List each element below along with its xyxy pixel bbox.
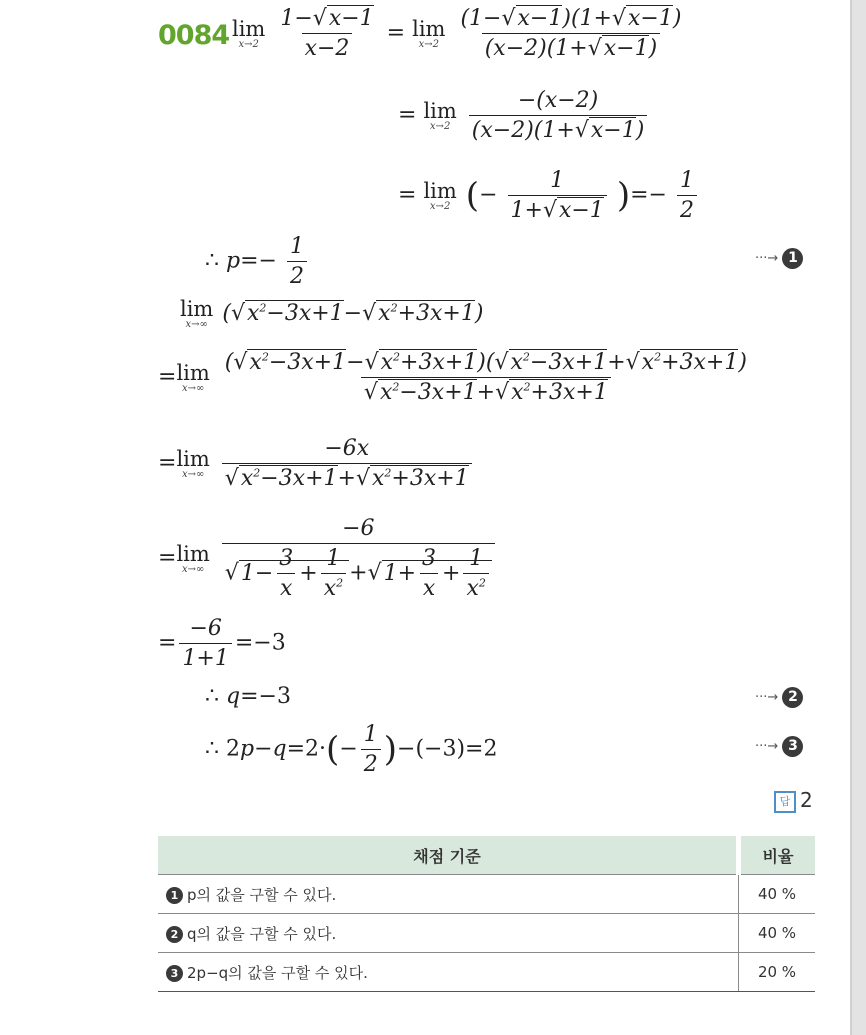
scoring-table [158,836,815,992]
equation-line-7: = lim x→∞ −6 √1− $\frac{3}{x}$ + $\frac{1}{x^2}$ +√1+ $\frac{3}{x}$ + $\frac{1}{x^2}$ [158,516,498,601]
criteria-text: q의 값을 구할 수 있다. [187,924,337,943]
table-row [158,914,815,953]
page-edge [850,0,866,1035]
step-badge: 3 [166,965,183,982]
answer-value: 2 [800,788,813,812]
equation-line-2: = lim x→2 $\frac{-(x-2)}{(x-2)(1+√x-1)}$ [398,88,650,143]
step-marker-2: ···→ 2 [755,687,803,708]
equation-line-3: = lim x→2 (− $\frac{1}{1+√x-1}$ )=− $\frac{1}{2}$ [398,168,700,223]
step-marker-3: ···→ 3 [755,736,803,757]
equation-line-5: = lim x→∞ $\frac{(√x^2-3x+1-√x^2+3x+1)(√x^2-3x+1+√x^2+3x+1)}{√x^2-3x+1+√x^2+3x+1}$ [158,350,747,405]
ratio-cell: 40 % [739,914,816,953]
equation-line-6: = lim x→∞ $\frac{-6x}{√x^2-3x+1+√x^2+3x+1}$ [158,436,475,491]
table-row [158,875,815,914]
equation-line-4: lim x→∞ $(√x^2-3x+1-√x^2+3x+1)$ [180,297,484,330]
ratio-cell: 20 % [739,953,816,992]
step-marker-1: ···→ 1 [755,248,803,269]
step-badge: 2 [166,926,183,943]
problem-number: 0084 [158,20,230,51]
table-row [158,953,815,992]
equation-line-8: = $\frac{-6}{1+1}$ =−3 [158,616,286,671]
criteria-text: 2p−q의 값을 구할 수 있다. [187,963,368,982]
result-p: ∴ p=− $\frac{1}{2}$ [205,234,310,289]
result-final: ∴ 2p−q=2·(− $\frac{1}{2}$ )−(−3)=2 [205,722,498,777]
ratio-cell: 40 % [739,875,816,914]
table-header-criteria: 채점 기준 [158,836,739,875]
answer-icon: 답 [774,791,796,813]
result-q: ∴ q=−3 [205,684,291,709]
answer [774,788,813,813]
criteria-text: p의 값을 구할 수 있다. [187,885,337,904]
equation-line-1: lim x→2 $\frac{1-√x-1}{x-2}$ = lim x→2 $\frac{(1-√x-1)(1+√x-1)}{(x-2)(1+√x-1)}$ [232,6,682,61]
step-badge: 1 [166,887,183,904]
table-header-ratio: 비율 [739,836,816,875]
